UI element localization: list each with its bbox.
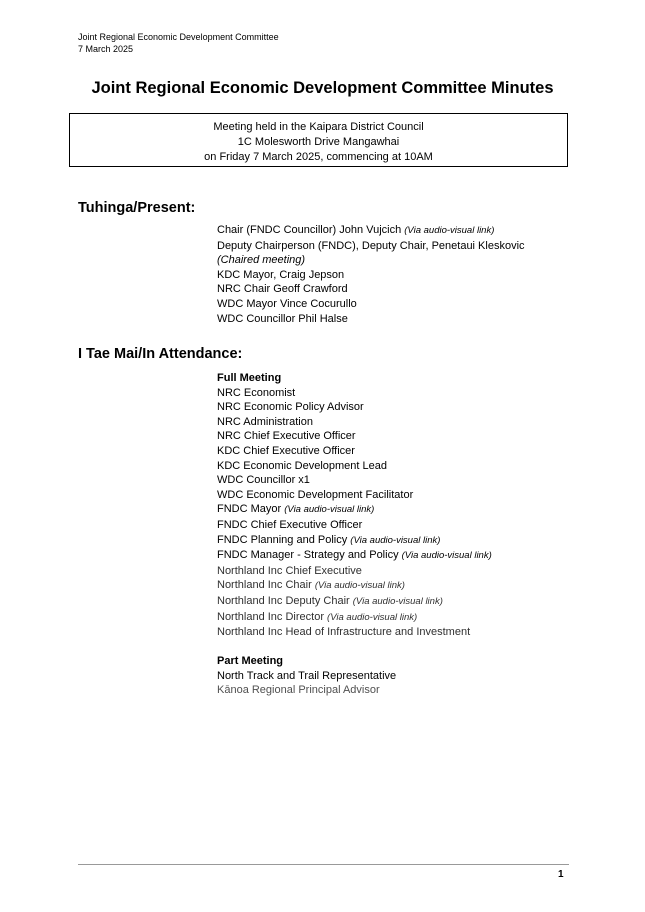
attendee-role: NRC Administration [217, 415, 313, 428]
present-heading: Tuhinga/Present: [78, 200, 196, 216]
attendance-list [217, 371, 492, 698]
full-meeting-items [217, 386, 492, 640]
attendee-row [217, 415, 492, 430]
attendee-row [217, 594, 492, 610]
attendee-row [217, 502, 492, 518]
attendee-row [217, 473, 492, 488]
footer-divider [78, 864, 569, 865]
attendee-row [217, 610, 492, 626]
attendee-role: WDC Economic Development Facilitator [217, 488, 414, 501]
attendance-heading: I Tae Mai/In Attendance: [78, 346, 243, 362]
attendee-row [217, 548, 492, 564]
attendee-row [217, 400, 492, 415]
attendee-note: (Via audio-visual link) [327, 611, 418, 623]
deputy-text: Deputy Chairperson (FNDC), Deputy Chair, Penetaui Kleskovic [217, 239, 525, 252]
part-meeting-item: North Track and Trail Representative [217, 669, 397, 682]
attendee-role: Northland Inc Director [217, 610, 328, 623]
part-meeting-heading: Part Meeting [217, 655, 284, 668]
present-item: WDC Councillor Phil Halse [217, 312, 348, 325]
attendee-row [217, 386, 492, 401]
attendee-role: FNDC Manager - Strategy and Policy [217, 549, 402, 562]
meeting-date-time: on Friday 7 March 2025, commencing at 10AM [204, 151, 433, 163]
meeting-location: Meeting held in the Kaipara District Council [213, 121, 424, 133]
attendee-row [217, 444, 492, 459]
meeting-address: 1C Molesworth Drive Mangawhai [237, 136, 400, 148]
attendee-role: NRC Economic Policy Advisor [217, 401, 364, 414]
attendee-note: (Via audio-visual link) [401, 550, 492, 562]
attendee-row [217, 459, 492, 474]
meeting-details-box [69, 113, 568, 167]
part-meeting-item: Kānoa Regional Principal Advisor [217, 684, 380, 697]
present-deputy [217, 239, 569, 268]
attendee-role: KDC Chief Executive Officer [217, 444, 355, 457]
present-item: KDC Mayor, Craig Jepson [217, 268, 345, 281]
attendee-note: (Via audio-visual link) [284, 504, 375, 516]
present-chair [217, 223, 569, 239]
attendee-row [217, 429, 492, 444]
attendee-row [217, 564, 492, 579]
attendee-role: FNDC Mayor [217, 503, 282, 516]
attendee-role: WDC Councillor x1 [217, 474, 310, 487]
attendee-note: (Via audio-visual link) [350, 534, 441, 546]
attendee-row [217, 488, 492, 503]
present-item: NRC Chair Geoff Crawford [217, 283, 348, 296]
attendee-note: (Via audio-visual link) [352, 595, 443, 607]
attendee-role: Northland Inc Chair [217, 579, 315, 592]
attendee-row [217, 518, 492, 533]
present-list [217, 223, 569, 326]
header-committee-name: Joint Regional Economic Development Committee [78, 32, 279, 42]
attendee-role: FNDC Chief Executive Officer [217, 518, 363, 531]
attendee-role: NRC Chief Executive Officer [217, 430, 356, 443]
attendee-row [217, 625, 492, 640]
page-number: 1 [558, 869, 564, 880]
spacer [217, 640, 492, 655]
attendee-note: (Via audio-visual link) [314, 580, 405, 592]
deputy-note: (Chaired meeting) [217, 254, 306, 267]
present-item: WDC Mayor Vince Cocurullo [217, 297, 357, 310]
header-date: 7 March 2025 [78, 44, 134, 54]
attendee-role: Northland Inc Chief Executive [217, 564, 362, 577]
attendee-role: NRC Economist [217, 386, 296, 399]
attendee-role: KDC Economic Development Lead [217, 459, 387, 472]
attendee-role: Northland Inc Deputy Chair [217, 594, 350, 607]
chair-text: Chair (FNDC Councillor) John Vujcich [217, 224, 402, 236]
page-header [78, 31, 279, 55]
full-meeting-heading: Full Meeting [217, 372, 282, 384]
page-title: Joint Regional Economic Development Committee Minutes [91, 79, 554, 97]
attendee-role: Northland Inc Head of Infrastructure and Investment [217, 626, 471, 639]
attendee-row [217, 578, 492, 594]
chair-note: (Via audio-visual link) [404, 225, 495, 236]
attendee-role: FNDC Planning and Policy [217, 533, 348, 546]
attendee-row [217, 533, 492, 549]
